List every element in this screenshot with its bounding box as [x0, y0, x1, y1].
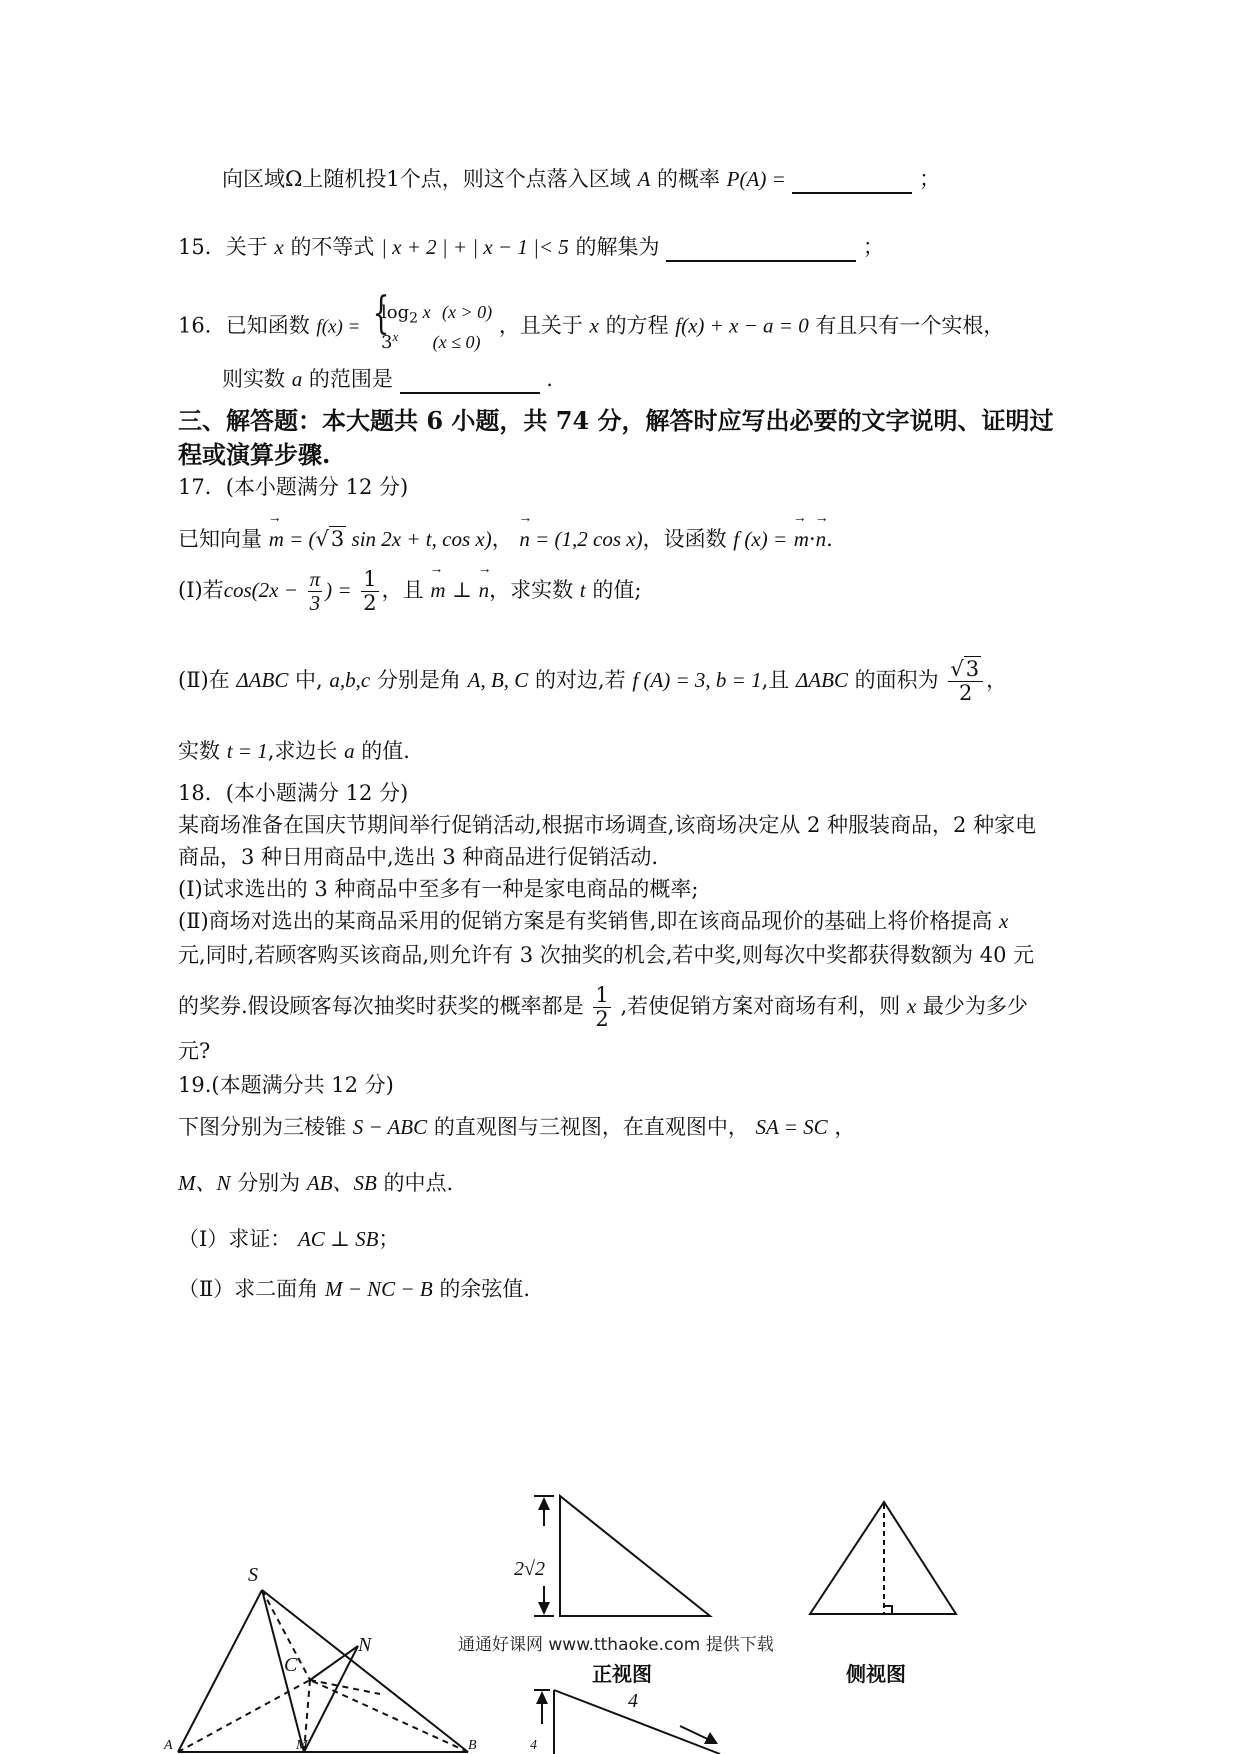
- front-view-figure: [520, 1486, 720, 1626]
- question-16-line2: 则实数 a 的范围是 .: [222, 366, 553, 394]
- point-M-label: M: [296, 1738, 308, 1753]
- front-dim-arrow-up: [538, 1497, 550, 1510]
- edge-NC-dash: [310, 1680, 380, 1694]
- question-18-line2: 商品，3 种日用商品中,选出 3 种商品进行促销活动.: [178, 845, 659, 869]
- question-17-part1: (Ⅰ)若cos(2x − $\frac{\pi}{3}$ ) = $\frac{1}{2}$ ，且 m → ⊥ n →，求实数 t 的值;: [178, 568, 641, 615]
- question-19-line1: 下图分别为三棱锥 S − ABC 的直观图与三视图，在直观图中， SA = SC ，: [178, 1115, 856, 1139]
- edge-CN: [310, 1646, 358, 1680]
- point-S-label: S: [248, 1564, 258, 1586]
- point-C-label: C: [284, 1654, 298, 1676]
- answer-blank-15: [666, 234, 856, 262]
- question-19-part2: （Ⅱ）求二面角 M − NC − B 的余弦值.: [178, 1277, 531, 1301]
- question-18-title: 18．(本小题满分 12 分): [178, 781, 409, 805]
- side-view-label: 侧视图: [846, 1662, 906, 1686]
- question-18-part2: (Ⅱ)商场对选出的某商品采用的促销方案是有奖销售,即在该商品现价的基础上将价格提高 x: [178, 909, 1009, 933]
- side-view-figure: [806, 1494, 966, 1624]
- front-view-label: 正视图: [592, 1662, 652, 1686]
- question-17-title: 17．(本小题满分 12 分): [178, 475, 409, 499]
- point-A-label: A: [164, 1738, 173, 1753]
- question-15: 15．关于 x 的不等式 | x + 2 | + | x − 1 |< 5 的解集为 ；: [178, 234, 884, 262]
- right-angle-mark: [884, 1606, 892, 1614]
- question-19-title: 19.(本题满分共 12 分): [178, 1073, 394, 1097]
- edge-MN: [304, 1646, 358, 1752]
- edge-SA: [178, 1590, 262, 1752]
- point-B-label: B: [468, 1738, 477, 1753]
- top-view-dimension: 4: [628, 1690, 638, 1712]
- point-N-label: N: [358, 1634, 372, 1656]
- top-dim-arrow-up: [536, 1691, 548, 1704]
- top-view-dimension-2: 4: [530, 1738, 537, 1753]
- front-view-dimension: 2√2: [514, 1558, 545, 1580]
- question-18-line1: 某商场准备在国庆节期间举行促销活动,根据市场调查,该商场决定从 2 种服装商品，2 种家电: [178, 813, 1037, 837]
- question-19-part1: （Ⅰ）求证： AC ⊥ SB；: [178, 1227, 400, 1251]
- section-3-heading-line2: 程或演算步骤.: [178, 440, 331, 469]
- answer-blank-16: [400, 366, 540, 394]
- question-18-line7: 元?: [178, 1039, 211, 1063]
- piecewise-function: { $\log_2 x$ (x > 0) 3$^x$ (x ≤ 0): [372, 288, 493, 354]
- question-19-line2: M、N 分别为 AB、SB 的中点.: [178, 1171, 454, 1195]
- edge-AC: [178, 1680, 310, 1752]
- question-16: 16．已知函数 f(x) = { $\log_2 x$ (x > 0) 3$^x$ (x ≤ 0) ，且关于 x 的方程 f(x) + x − a = 0 有且只有一个实根，: [178, 298, 1004, 356]
- question-17-given: 已知向量 m → = (√3 sin 2x + t, cos x)， n → = (1,2 cos x)，设函数 f (x) = m →·n →.: [178, 526, 833, 552]
- edge-SM: [262, 1590, 304, 1752]
- answer-blank-14: [792, 166, 912, 194]
- question-18-line5: 元,同时,若顾客购买该商品,则允许有 3 次抽奖的机会,若中奖,则每次中奖都获得数额为 40 元: [178, 943, 1035, 967]
- front-dim-arrow-down: [538, 1602, 550, 1615]
- question-18-part1: (Ⅰ)试求选出的 3 种商品中至多有一种是家电商品的概率;: [178, 877, 699, 901]
- q14-continuation: 向区域Ω上随机投1个点，则这个点落入区域 A 的概率 P(A) = ；: [222, 166, 940, 194]
- front-view-triangle: [560, 1496, 710, 1616]
- question-18-line6: 的奖券.假设顾客每次抽奖时获奖的概率都是 $\frac{1}{2}$ ,若使促销方案对商场有利，则 x 最少为多少: [178, 983, 1028, 1032]
- section-3-heading: 三、解答题：本大题共 6 小题，共 74 分，解答时应写出必要的文字说明、证明过: [178, 406, 1054, 435]
- question-17-part2-line2: 实数 t = 1,求边长 a 的值.: [178, 739, 410, 763]
- question-17-part2: (Ⅱ)在 ΔABC 中, a,b,c 分别是角 A, B, C 的对边,若 f (A) = 3, b = 1,且 ΔABC 的面积为 $\frac{√3}{2}$ ，: [178, 657, 1008, 706]
- tetrahedron-figure: [170, 1494, 490, 1754]
- watermark-text: 通通好课网 www.tthaoke.com 提供下载: [458, 1635, 774, 1655]
